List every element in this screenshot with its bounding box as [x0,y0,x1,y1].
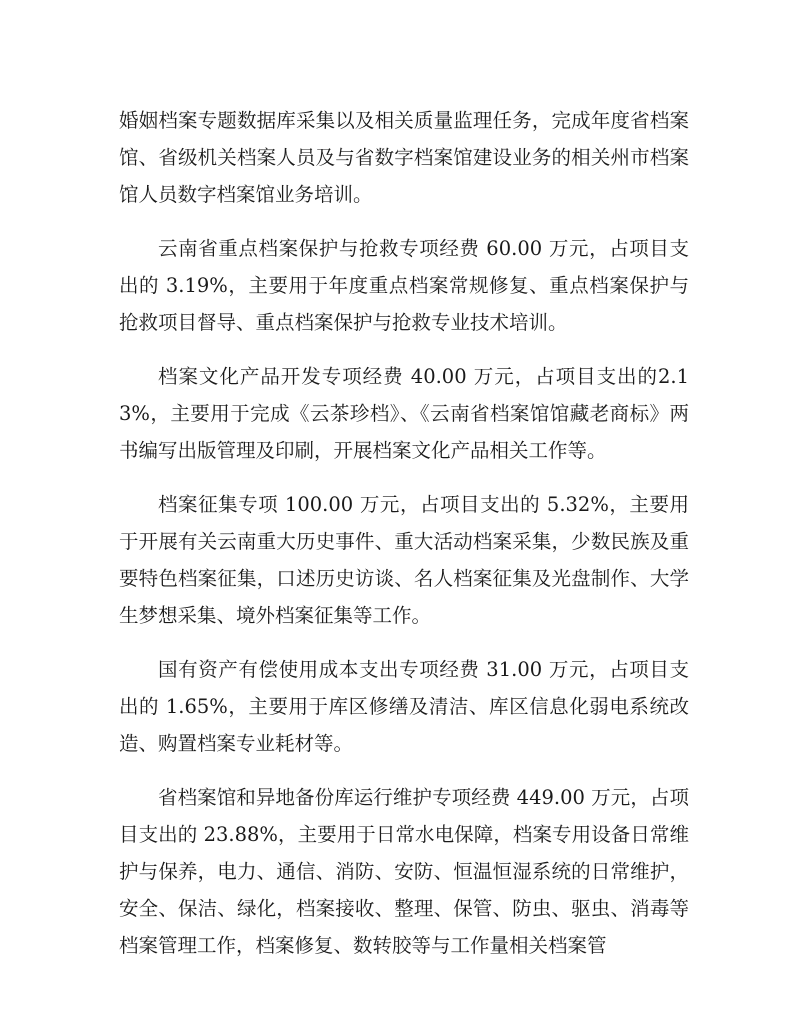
paragraph-state-assets-cost: 国有资产有偿使用成本支出专项经费 31.00 万元，占项目支出的 1.65%，主要用于库区修缮及清洁、库区信息化弱电系统改造、购置档案专业耗材等。 [119,658,689,755]
paragraph-operation-maintenance: 省档案馆和异地备份库运行维护专项经费 449.00 万元，占项目支出的 23.88%，主要用于日常水电保障，档案专用设备日常维护与保养，电力、通信、消防、安防、恒温恒湿系统的日常维护，安全、保洁、绿化，档案接收、整理、保管、防虫、驱虫、消毒等档案管理工作，档案修复、数转胶等与工作量相关档案管 [119,786,689,957]
paragraph-archive-collection: 档案征集专项 100.00 万元，占项目支出的 5.32%，主要用于开展有关云南重大历史事件、重大活动档案采集，少数民族及重要特色档案征集，口述历史访谈、名人档案征集及光盘制作、大学生梦想采集、境外档案征集等工作。 [119,493,689,627]
document-body [119,102,689,981]
paragraph-key-archive-protection: 云南省重点档案保护与抢救专项经费 60.00 万元，占项目支出的 3.19%，主要用于年度重点档案常规修复、重点档案保护与抢救项目督导、重点档案保护与抢救专业技术培训。 [119,237,689,334]
paragraph-continued: 婚姻档案专题数据库采集以及相关质量监理任务，完成年度省档案馆、省级机关档案人员及与省数字档案馆建设业务的相关州市档案馆人员数字档案馆业务培训。 [119,109,689,206]
paragraph-archive-culture-products: 档案文化产品开发专项经费 40.00 万元，占项目支出的2.13%，主要用于完成《云茶珍档》、《云南省档案馆馆藏老商标》两书编写出版管理及印刷，开展档案文化产品相关工作等。 [119,365,689,462]
